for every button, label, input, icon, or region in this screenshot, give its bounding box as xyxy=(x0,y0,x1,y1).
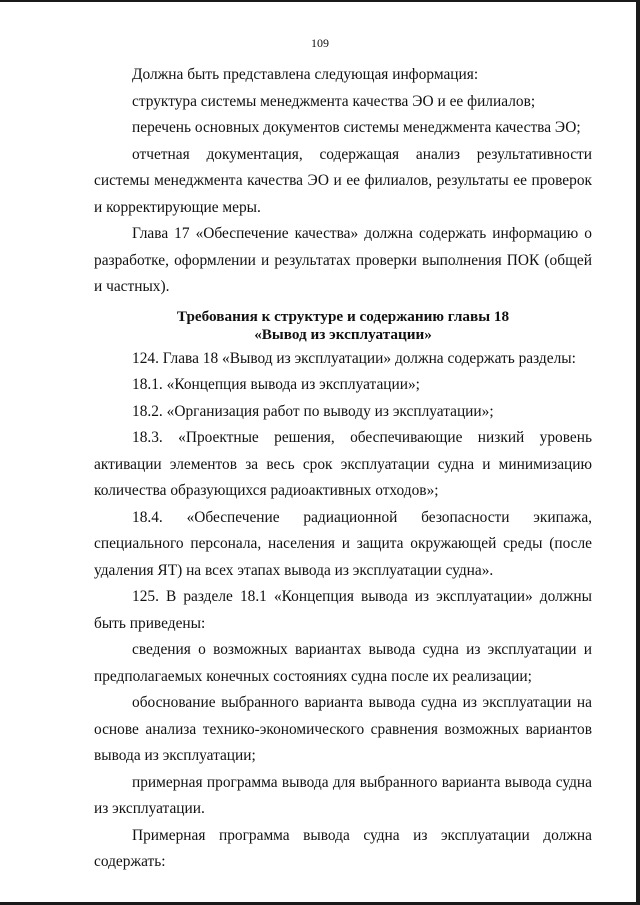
paragraph: структура системы менеджмента качества ЭО и ее филиалов; xyxy=(132,92,536,110)
paragraph: 124. Глава 18 «Вывод из эксплуатации» должна содержать разделы: xyxy=(132,349,576,367)
paragraph: перечень основных документов системы менеджмента качества ЭО; xyxy=(132,119,581,136)
paragraph: примерная программа вывода для выбранного варианта вывода судна из эксплуатации. xyxy=(94,773,592,817)
paragraph: Примерная программа вывода судна из эксплуатации должна содержать: xyxy=(94,826,592,870)
section-heading-line1: Требования к структуре и содержанию главы 18 xyxy=(176,307,510,325)
paragraph: отчетная документация, содержащая анализ результативности системы менеджмента качества ЭО и ее филиалов, результаты ее проверок и корректирующие меры. xyxy=(94,145,592,216)
section-heading xyxy=(94,308,592,344)
document-body xyxy=(94,62,592,876)
paragraph: 18.1. «Концепция вывода из эксплуатации»; xyxy=(132,376,420,393)
paragraph: Глава 17 «Обеспечение качества» должна содержать информацию о разработке, оформлении и результатах проверки выполнения ПОК (общей и частных). xyxy=(94,225,592,295)
paragraph: 18.3. «Проектные решения, обеспечивающие низкий уровень активации элементов за весь срок эксплуатации судна и минимизацию количества образующихся радиоактивных отходов»; xyxy=(94,429,592,499)
scan-border-right xyxy=(636,0,640,905)
paragraph: Должна быть представлена следующая информация: xyxy=(132,66,479,83)
paragraph: сведения о возможных вариантах вывода судна из эксплуатации и предполагаемых конечных состояниях судна после их реализации; xyxy=(94,641,592,685)
page-number: 109 xyxy=(311,36,329,50)
paragraph: 18.2. «Организация работ по выводу из эксплуатации»; xyxy=(132,402,494,420)
paragraph: 125. В разделе 18.1 «Концепция вывода из эксплуатации» должны быть приведены: xyxy=(94,588,592,632)
scan-border-top xyxy=(0,0,640,2)
section-heading-line2: «Вывод из эксплуатации» xyxy=(254,325,432,343)
paragraph: 18.4. «Обеспечение радиационной безопасности экипажа, специального персонала, населения и защита окружающей среды (после удаления ЯТ) на всех этапах вывода из эксплуатации судна». xyxy=(94,508,592,579)
paragraph: обоснование выбранного варианта вывода судна из эксплуатации на основе анализа технико-экономического сравнения возможных вариантов вывода из эксплуатации; xyxy=(94,694,592,764)
